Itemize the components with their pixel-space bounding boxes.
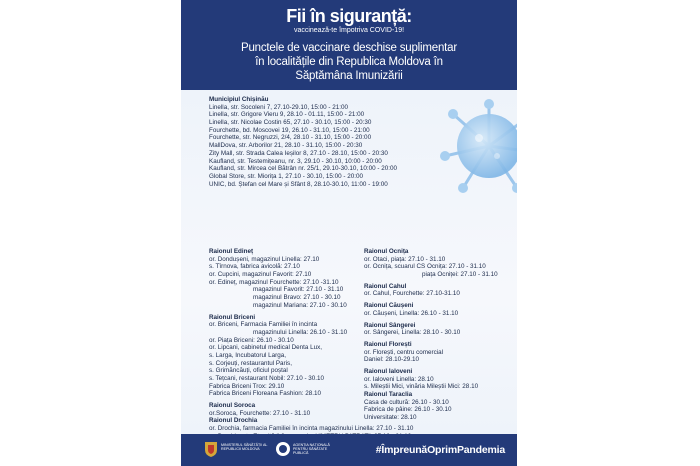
section-heading: Raionul Florești (364, 340, 412, 348)
section-heading: Raionul Taraclia (364, 391, 413, 398)
poster-heading-line-2: în localitățile din Republica Moldova în (255, 56, 443, 68)
poster-heading-line-3: Săptămâna Imunizării (295, 70, 403, 82)
list-item: s. Grimăncăuți, oficiul poștal (209, 367, 288, 375)
section-heading: Raionul Briceni (209, 313, 256, 321)
list-item: Fabrica Briceni Floreana Fashion: 28.10 (209, 390, 322, 398)
list-item: Global Store, str. Miorița 1, 27.10 - 30.10, 15:00 - 20:00 (209, 172, 364, 180)
ministry-logo-text: MINISTERUL SĂNĂTĂȚII AL REPUBLICII MOLDOVA (221, 443, 268, 452)
list-item: or. Drochia, farmacia Familiei în incinta magazinului Linella: 27.10 - 31.10 (209, 425, 414, 433)
list-item: magazinul Favorit: 27.10 - 31.10 (253, 286, 344, 294)
chisinau-section (209, 96, 397, 188)
section-heading: Raionul Edineț (209, 248, 254, 255)
list-item: or. Căușeni, Linella: 26.10 - 31.10 (364, 309, 459, 317)
list-item: Kaufland, str. Mircea cel Bătrân nr. 25/1, 29.10-30.10, 10:00 - 20:00 (209, 165, 397, 173)
vaccination-poster (181, 0, 517, 466)
list-item: or. Edineț, magazinul Fourchette: 27.10 -31.10 (209, 278, 339, 286)
section-heading: Raionul Cahul (364, 282, 407, 290)
section-heading: Raionul Drochia (209, 417, 258, 425)
list-item: MallDova, str. Arborilor 21, 28.10 - 31.10, 15:00 - 20:30 (209, 142, 363, 150)
list-item: or. Briceni, Farmacia Familiei în incinta (209, 321, 318, 329)
section-heading: Municipiul Chișinău (209, 96, 269, 103)
list-item: or. Florești, centru comercial (364, 348, 444, 356)
list-item: UNIC, bd. Ștefan cel Mare și Sfânt 8, 28.10-30.10, 11:00 - 19:00 (209, 180, 388, 188)
list-item: s. Larga, Incubatorul Larga, (209, 351, 287, 359)
list-item: Linella, str. Nicolae Costin 65, 27.10 - 30.10, 15:00 - 20:30 (209, 119, 372, 127)
list-item: or. Cahul, Fourchette: 27.10-31.10 (364, 290, 460, 298)
coronavirus-illustration (439, 96, 517, 196)
poster-footer (181, 434, 517, 466)
list-item: or.Soroca, Fourchette: 27.10 - 31.10 (209, 409, 311, 417)
list-item: Daniel: 28.10-29.10 (364, 356, 419, 364)
list-item: magazinul Bravo: 27.10 - 30.10 (253, 294, 341, 302)
list-item: s. Tețcani, restaurant Nobil: 27.10 - 30.10 (209, 375, 325, 382)
list-item: Fourchette, str. Negruzzi, 2/4, 28.10 - 31.10, 15:00 - 20:00 (209, 134, 372, 142)
ministry-coat-of-arms-icon (203, 440, 219, 458)
list-item: magazinului Linella: 26.10 - 31.10 (253, 328, 348, 336)
right-column (364, 248, 498, 422)
list-item: or. Sângerei, Linella: 28.10 - 30.10 (364, 329, 461, 337)
list-item: Zity Mall, str. Strada Calea Ieșilor 8, 27.10 - 28.10, 15:00 - 20:30 (209, 149, 388, 157)
list-item: piața Ocniței: 27.10 - 31.10 (422, 271, 498, 279)
list-item: or. Ialoveni Linella: 28.10 (364, 375, 434, 383)
list-item: or. Dondușeni, magazinul Linella: 27.10 (209, 255, 320, 263)
list-item: or. Otaci, piața: 27.10 - 31.10 (364, 255, 446, 263)
section-heading: Raionul Soroca (209, 402, 256, 410)
campaign-hashtag: #ÎmpreunăOprimPandemia (375, 444, 505, 456)
section-heading: Raionul Ialoveni (364, 367, 413, 375)
list-item: or. Cupcini, magazinul Favorit: 27.10 (209, 271, 312, 279)
poster-title: Fii în siguranță: (286, 6, 412, 26)
list-item: s. Corjeuți, restaurantul Paris, (209, 359, 292, 367)
list-item: Kaufland, str. Testemițeanu, nr. 3, 29.10 - 30.10, 10:00 - 20:00 (209, 157, 382, 165)
list-item: or. Piața Briceni: 26.10 - 30.10 (209, 336, 294, 344)
list-item: Universitate: 28.10 (364, 414, 417, 422)
anps-logo-text: AGENȚIA NAȚIONALĂ PENTRU SĂNĂTATE PUBLICĂ (293, 443, 330, 456)
section-heading: Raionul Căușeni (364, 302, 414, 310)
poster-header (181, 0, 517, 90)
list-item: or. Lipcani, cabinetul medical Denta Lux, (209, 344, 323, 352)
list-item: Fourchette, bd. Moscovei 19, 26.10 - 31.10, 15:00 - 21:00 (209, 126, 370, 134)
list-item: Casa de cultură: 26.10 - 30.10 (364, 398, 449, 406)
list-item: Linella, str. Socoleni 7, 27.10-29.10, 15:00 - 21:00 (209, 103, 348, 111)
list-item: s. Mileștii Mici, vinăria Mileștii Mici: 28.10 (364, 383, 479, 391)
list-item: Fabrica de pâine: 26.10 - 30.10 (364, 406, 452, 414)
list-item: Linella, str. Grigore Vieru 9, 28.10 - 01.11, 15:00 - 21:00 (209, 111, 365, 119)
list-item: magazinul Mariana: 27.10 - 30.10 (253, 301, 347, 309)
list-item: s. Tîrnova, fabrica avicolă: 27.10 (209, 263, 300, 271)
poster-subtitle: vaccinează-te împotriva COVID-19! (293, 27, 405, 34)
section-heading: Raionul Ocnița (364, 248, 409, 255)
list-item: Fabrica Briceni Trox: 29.10 (209, 382, 285, 390)
list-item: or. Ocnița, scuarul CS Ocnița: 27.10 - 31.10 (364, 263, 486, 271)
section-heading: Raionul Sângerei (364, 321, 416, 329)
poster-heading-line-1: Punctele de vaccinare deschise suplimentar (241, 42, 457, 54)
anps-logo-icon (275, 440, 291, 458)
